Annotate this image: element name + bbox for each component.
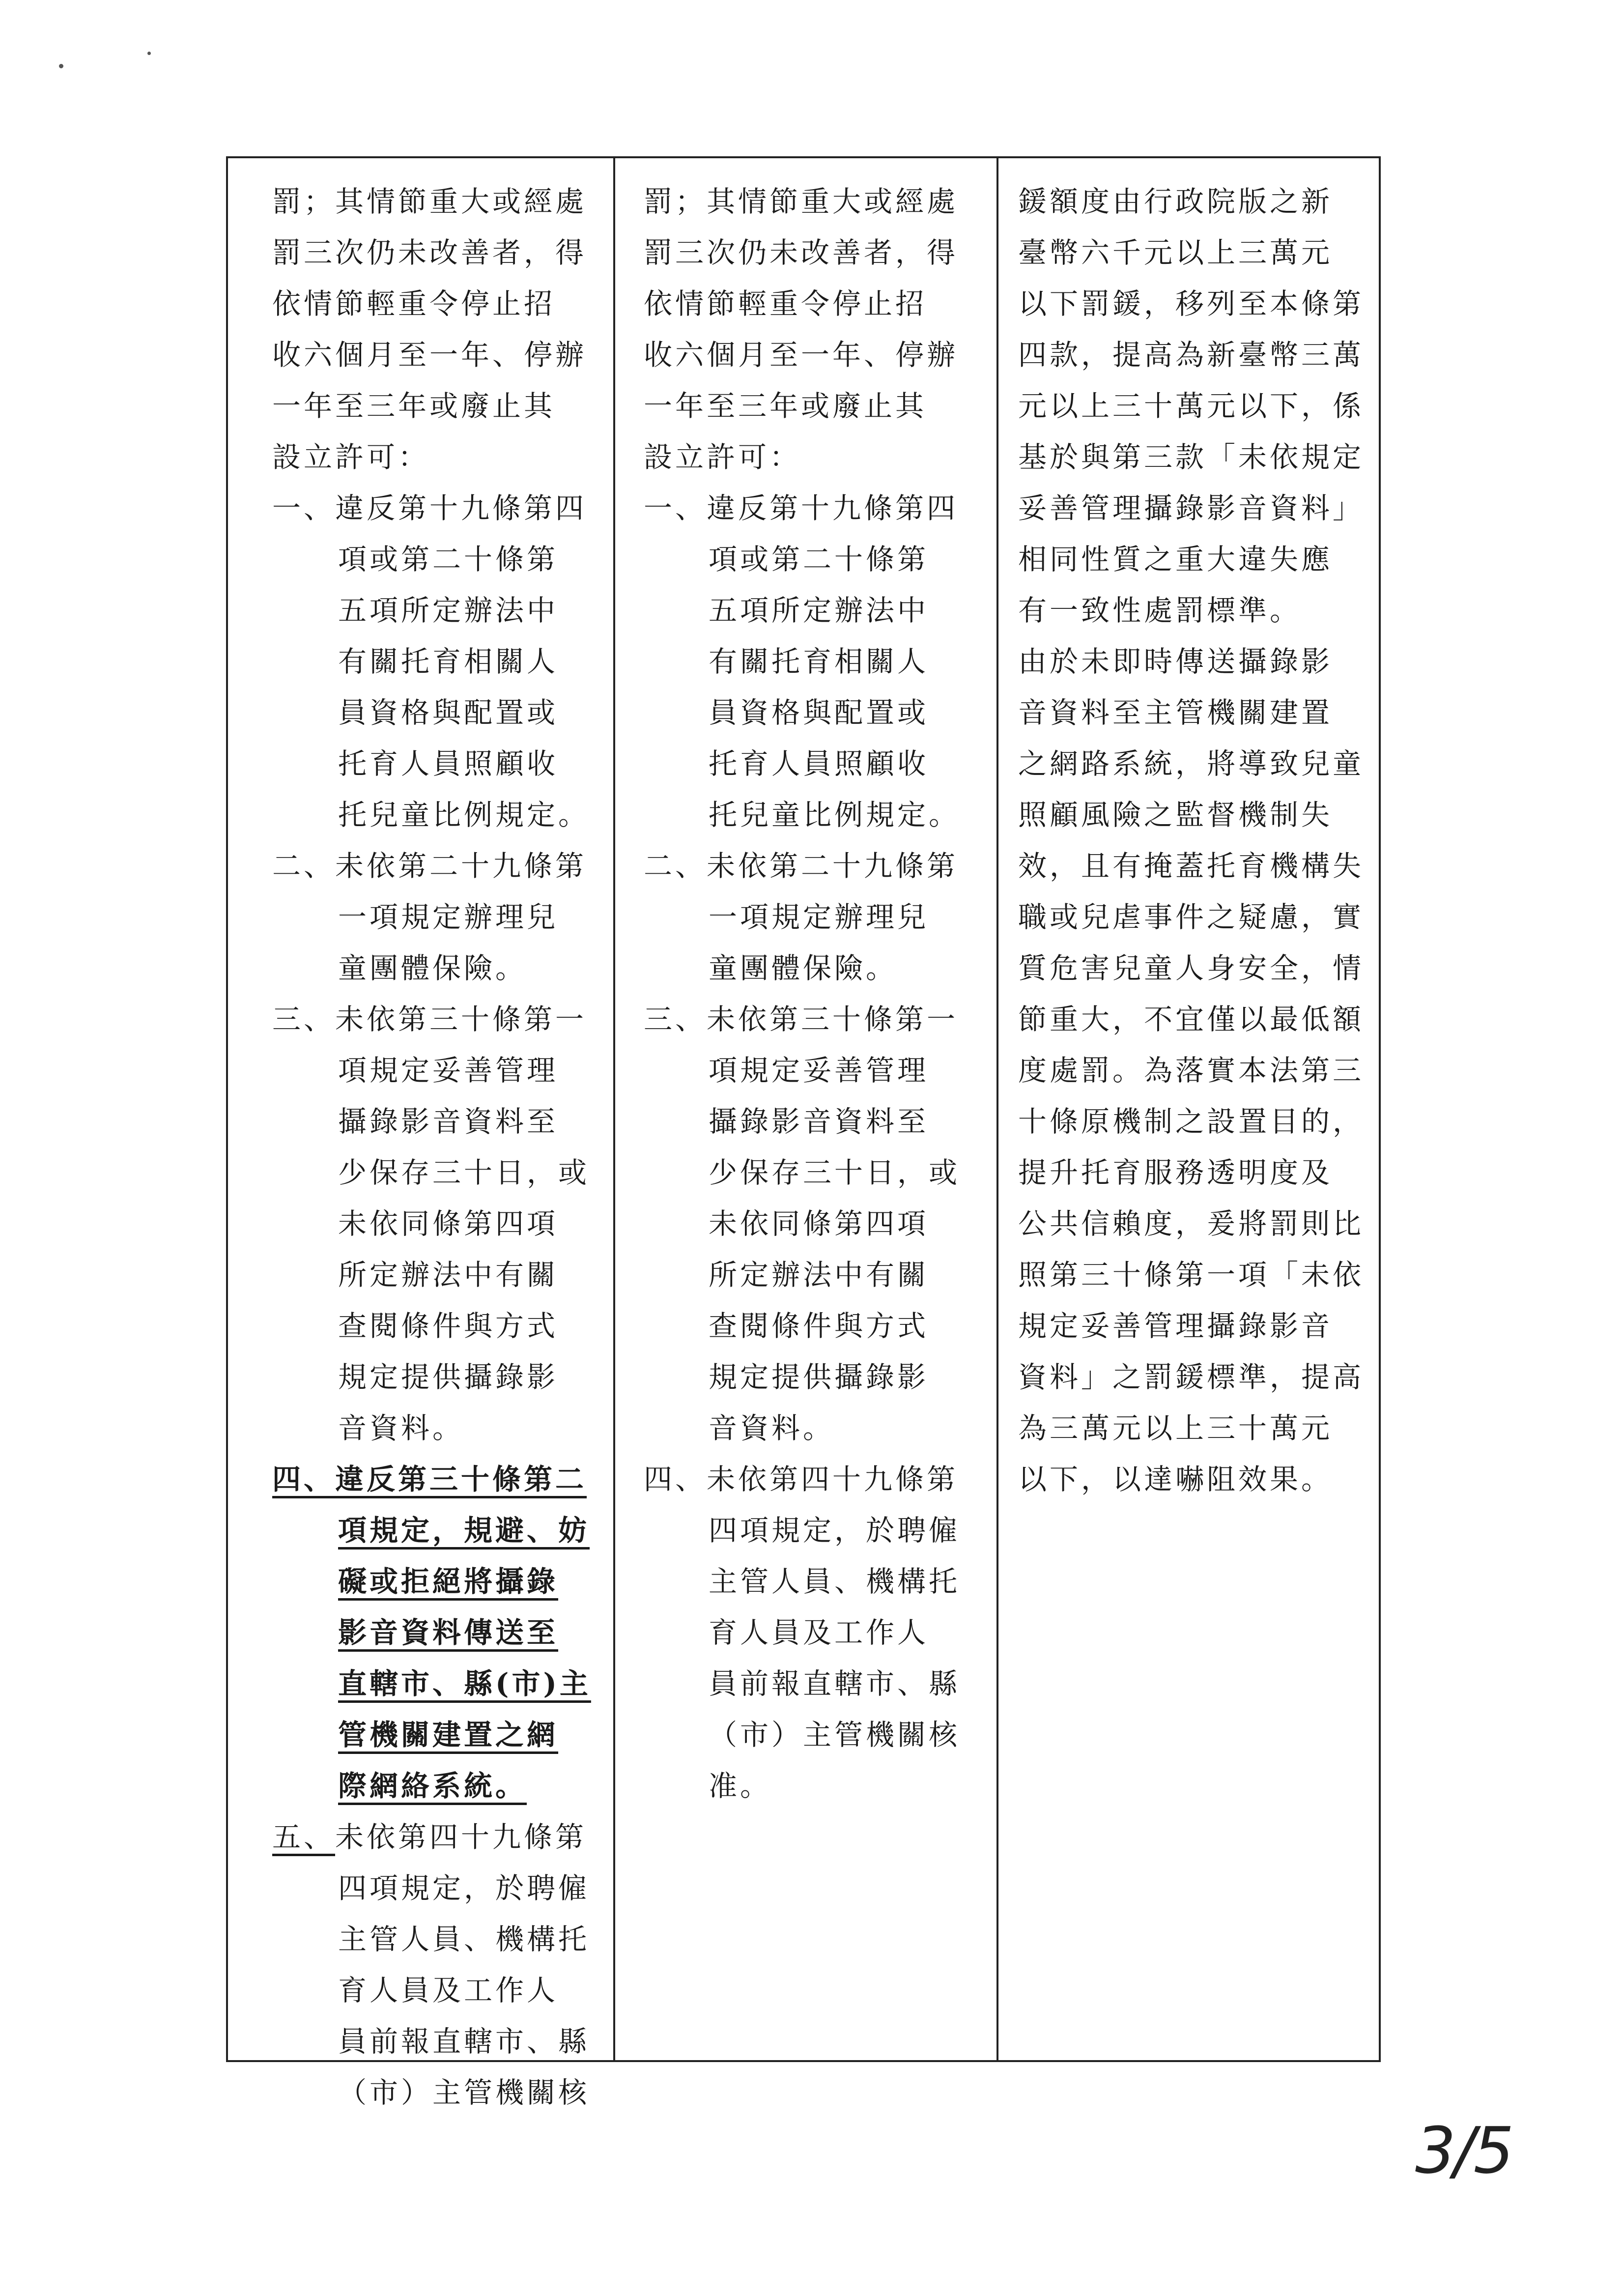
text-line: 音資料。 xyxy=(709,1411,835,1445)
text-line: 相同性質之重大違失應 xyxy=(1018,543,1333,576)
text-line: 四項規定，於聘僱 xyxy=(338,1871,590,1905)
text-line: 四項規定，於聘僱 xyxy=(709,1514,961,1547)
text-line: 童團體保險。 xyxy=(709,951,898,985)
column-explanation xyxy=(998,158,1383,2060)
text-line: 妥善管理攝錄影音資料」 xyxy=(1018,491,1365,525)
text-line: 資料」之罰鍰標準，提高 xyxy=(1018,1360,1365,1394)
text-line: 主管人員、機構托 xyxy=(709,1565,961,1598)
text-line: 管機關建置之網 xyxy=(338,1718,559,1751)
text-line: 規定提供攝錄影 xyxy=(338,1360,559,1394)
text-line: 收六個月至一年、停辦 xyxy=(644,338,959,372)
text-line: 員資格與配置或 xyxy=(338,696,559,729)
text-line: 照第三十條第一項「未依 xyxy=(1018,1258,1365,1292)
text-line: 有關托育相關人 xyxy=(709,645,929,678)
text-line: 節重大，不宜僅以最低額 xyxy=(1018,1003,1365,1036)
text-line: 員資格與配置或 xyxy=(709,696,929,729)
text-line: 音資料。 xyxy=(338,1411,464,1445)
text-line: 罰；其情節重大或經處 xyxy=(272,185,587,218)
text-line: 基於與第三款「未依規定 xyxy=(1018,440,1365,474)
column-current-text xyxy=(615,158,998,2060)
text-line: 托兒童比例規定。 xyxy=(709,798,961,832)
text-line: 四、未依第四十九條第 xyxy=(644,1463,959,1496)
text-line: 依情節輕重令停止招 xyxy=(272,287,556,320)
text-line: 查閱條件與方式 xyxy=(338,1309,559,1343)
text-line: 罰三次仍未改善者，得 xyxy=(644,236,959,269)
text-line: 項規定，規避、妨 xyxy=(338,1514,590,1547)
text-line: 為三萬元以上三十萬元 xyxy=(1018,1411,1333,1445)
text-line: 鍰額度由行政院版之新 xyxy=(1018,185,1333,218)
text-line: 育人員及工作人 xyxy=(709,1616,929,1649)
text-line: 職或兒虐事件之疑慮，實 xyxy=(1018,900,1365,934)
text-line: 依情節輕重令停止招 xyxy=(644,287,927,320)
text-line: 一項規定辦理兒 xyxy=(709,900,929,934)
text-line: 罰；其情節重大或經處 xyxy=(644,185,959,218)
page-number: 3/5 xyxy=(1415,2113,1512,2188)
text-line: 直轄市、縣(市)主 xyxy=(338,1667,591,1700)
text-line: 攝錄影音資料至 xyxy=(338,1105,559,1138)
text-line: 一年至三年或廢止其 xyxy=(272,389,556,423)
text-line: 主管人員、機構托 xyxy=(338,1923,590,1956)
text-line: 二、未依第二十九條第 xyxy=(272,849,587,883)
text-line: 規定提供攝錄影 xyxy=(709,1360,929,1394)
text-line: 所定辦法中有關 xyxy=(709,1258,929,1292)
text-line: 臺幣六千元以上三萬元 xyxy=(1018,236,1333,269)
text-line: 一、違反第十九條第四 xyxy=(644,491,959,525)
text-line: 一、違反第十九條第四 xyxy=(272,491,587,525)
text-line: 效，且有掩蓋托育機構失 xyxy=(1018,849,1365,883)
text-line: 攝錄影音資料至 xyxy=(709,1105,929,1138)
text-line: 度處罰。為落實本法第三 xyxy=(1018,1054,1365,1087)
text-line: 由於未即時傳送攝錄影 xyxy=(1018,645,1333,678)
text-line: 托育人員照顧收 xyxy=(338,747,559,780)
text-line: 礙或拒絕將攝錄 xyxy=(338,1565,559,1598)
text-line: 未依同條第四項 xyxy=(709,1207,929,1240)
text-line: 有一致性處罰標準。 xyxy=(1018,594,1302,627)
text-line: （市）主管機關核 xyxy=(338,2076,590,2109)
text-line: 有關托育相關人 xyxy=(338,645,559,678)
text-line: 查閱條件與方式 xyxy=(709,1309,929,1343)
text-line: 少保存三十日，或 xyxy=(709,1156,961,1189)
text-line: 音資料至主管機關建置 xyxy=(1018,696,1333,729)
text-line: 二、未依第二十九條第 xyxy=(644,849,959,883)
text-line: 規定妥善管理攝錄影音 xyxy=(1018,1309,1333,1343)
text-line: 員前報直轄市、縣 xyxy=(709,1667,961,1700)
text-line: 項或第二十條第 xyxy=(338,543,559,576)
text-line: 設立許可： xyxy=(644,440,801,474)
text-line: （市）主管機關核 xyxy=(709,1718,961,1751)
text-line: 五、未依第四十九條第 xyxy=(272,1820,587,1854)
text-line: 照顧風險之監督機制失 xyxy=(1018,798,1333,832)
text-line: 之網路系統，將導致兒童 xyxy=(1018,747,1365,780)
text-line: 項規定妥善管理 xyxy=(709,1054,929,1087)
text-line: 罰三次仍未改善者，得 xyxy=(272,236,587,269)
text-line: 五項所定辦法中 xyxy=(338,594,559,627)
text-line: 五項所定辦法中 xyxy=(709,594,929,627)
text-line: 提升托育服務透明度及 xyxy=(1018,1156,1333,1189)
text-line: 准。 xyxy=(709,1769,772,1803)
text-line: 三、未依第三十條第一 xyxy=(272,1003,587,1036)
text-line: 項或第二十條第 xyxy=(709,543,929,576)
text-line: 質危害兒童人身安全，情 xyxy=(1018,951,1365,985)
text-line: 十條原機制之設置目的， xyxy=(1018,1105,1365,1138)
text-line: 公共信賴度，爰將罰則比 xyxy=(1018,1207,1365,1240)
text-line: 托育人員照顧收 xyxy=(709,747,929,780)
text-line: 未依同條第四項 xyxy=(338,1207,559,1240)
text-line: 四、違反第三十條第二 xyxy=(272,1463,587,1496)
text-line: 少保存三十日，或 xyxy=(338,1156,590,1189)
text-line: 三、未依第三十條第一 xyxy=(644,1003,959,1036)
text-line: 以下，以達嚇阻效果。 xyxy=(1018,1463,1333,1496)
text-line: 托兒童比例規定。 xyxy=(338,798,590,832)
text-line: 員前報直轄市、縣 xyxy=(338,2025,590,2058)
text-line: 四款，提高為新臺幣三萬 xyxy=(1018,338,1365,372)
scan-speck xyxy=(59,64,63,68)
text-line: 收六個月至一年、停辦 xyxy=(272,338,587,372)
text-line: 際網絡系統。 xyxy=(338,1769,527,1803)
text-line: 元以上三十萬元以下，係 xyxy=(1018,389,1365,423)
text-line: 童團體保險。 xyxy=(338,951,527,985)
text-line: 一項規定辦理兒 xyxy=(338,900,559,934)
text-line: 項規定妥善管理 xyxy=(338,1054,559,1087)
column-amended-text xyxy=(228,158,615,2109)
text-line: 所定辦法中有關 xyxy=(338,1258,559,1292)
text-line: 一年至三年或廢止其 xyxy=(644,389,927,423)
text-line: 設立許可： xyxy=(272,440,430,474)
text-line: 育人員及工作人 xyxy=(338,1974,559,2007)
text-line: 以下罰鍰，移列至本條第 xyxy=(1018,287,1365,320)
scan-speck xyxy=(147,52,151,55)
comparison-table xyxy=(226,156,1381,2109)
text-line: 影音資料傳送至 xyxy=(338,1616,559,1649)
